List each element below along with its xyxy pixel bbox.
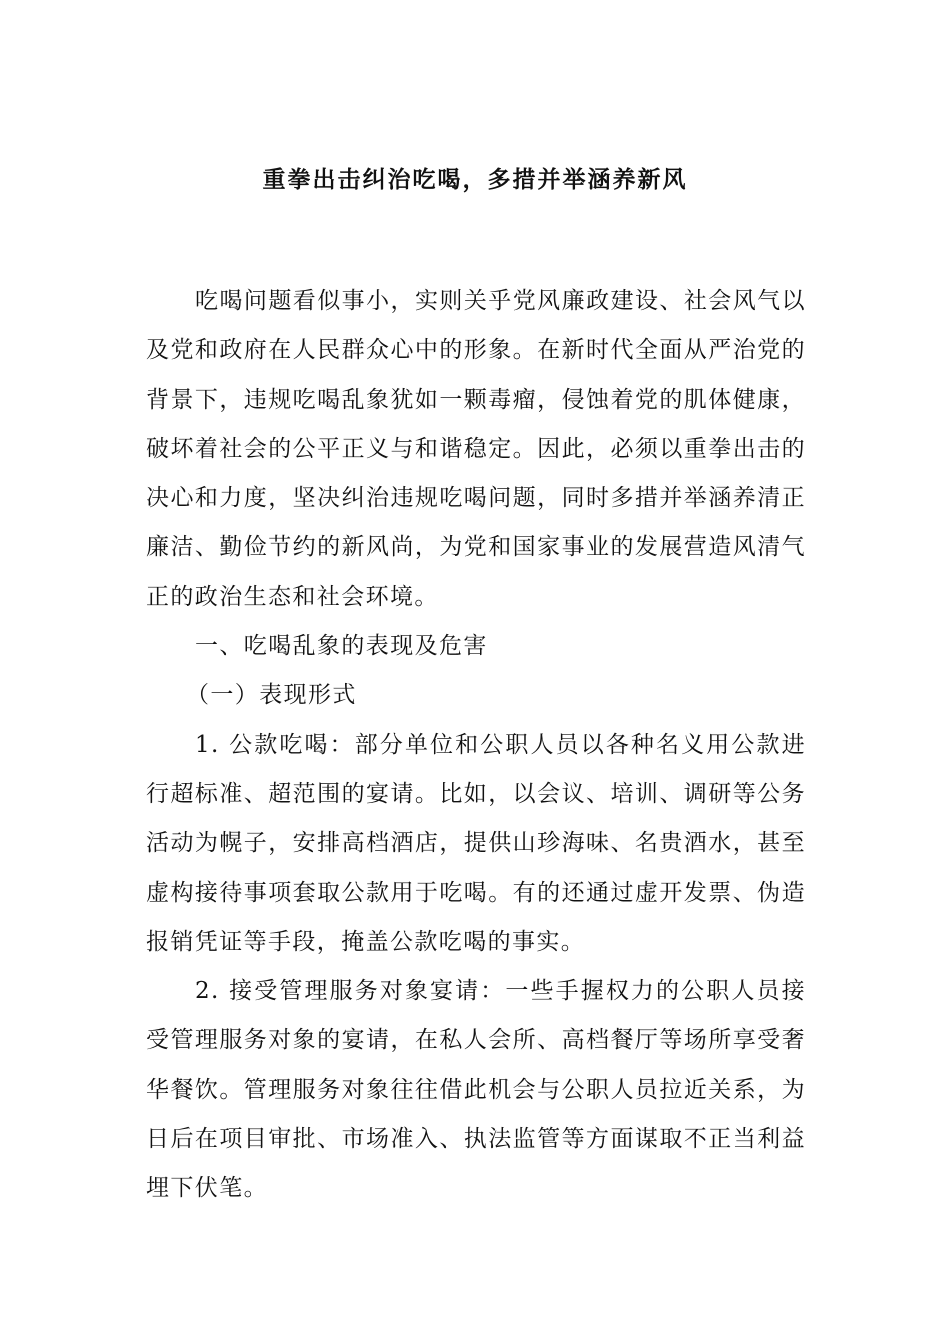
list-item: 2. 接受管理服务对象宴请：一些手握权力的公职人员接受管理服务对象的宴请，在私人会所、高档餐厅等场所享受奢华餐饮。管理服务对象往往借此机会与公职人员拉近关系，为日后在项目审批、市场准入、执法监管等方面谋取不正当利益埋下伏笔。	[146, 978, 806, 1202]
intro-paragraph: 吃喝问题看似事小，实则关乎党风廉政建设、社会风气以及党和政府在人民群众心中的形象。在新时代全面从严治党的背景下，违规吃喝乱象犹如一颗毒瘤，侵蚀着党的肌体健康，破坏着社会的公平正义与和谐稳定。因此，必须以重拳出击的决心和力度，坚决纠治违规吃喝问题，同时多措并举涵养清正廉洁、勤俭节约的新风尚，为党和国家事业的发展营造风清气正的政治生态和社会环境。	[146, 288, 806, 610]
document-title: 重拳出击纠治吃喝，多措并举涵养新风	[262, 167, 688, 193]
document-body	[146, 277, 806, 1214]
list-item: 1. 公款吃喝：部分单位和公职人员以各种名义用公款进行超标准、超范围的宴请。比如，以会议、培训、调研等公务活动为幌子，安排高档酒店，提供山珍海味、名贵酒水，甚至虚构接待事项套取公款用于吃喝。有的还通过虚开发票、伪造报销凭证等手段，掩盖公款吃喝的事实。	[146, 731, 806, 955]
section-heading: 一、吃喝乱象的表现及危害	[195, 633, 488, 660]
subsection-heading: （一）表现形式	[186, 682, 357, 709]
